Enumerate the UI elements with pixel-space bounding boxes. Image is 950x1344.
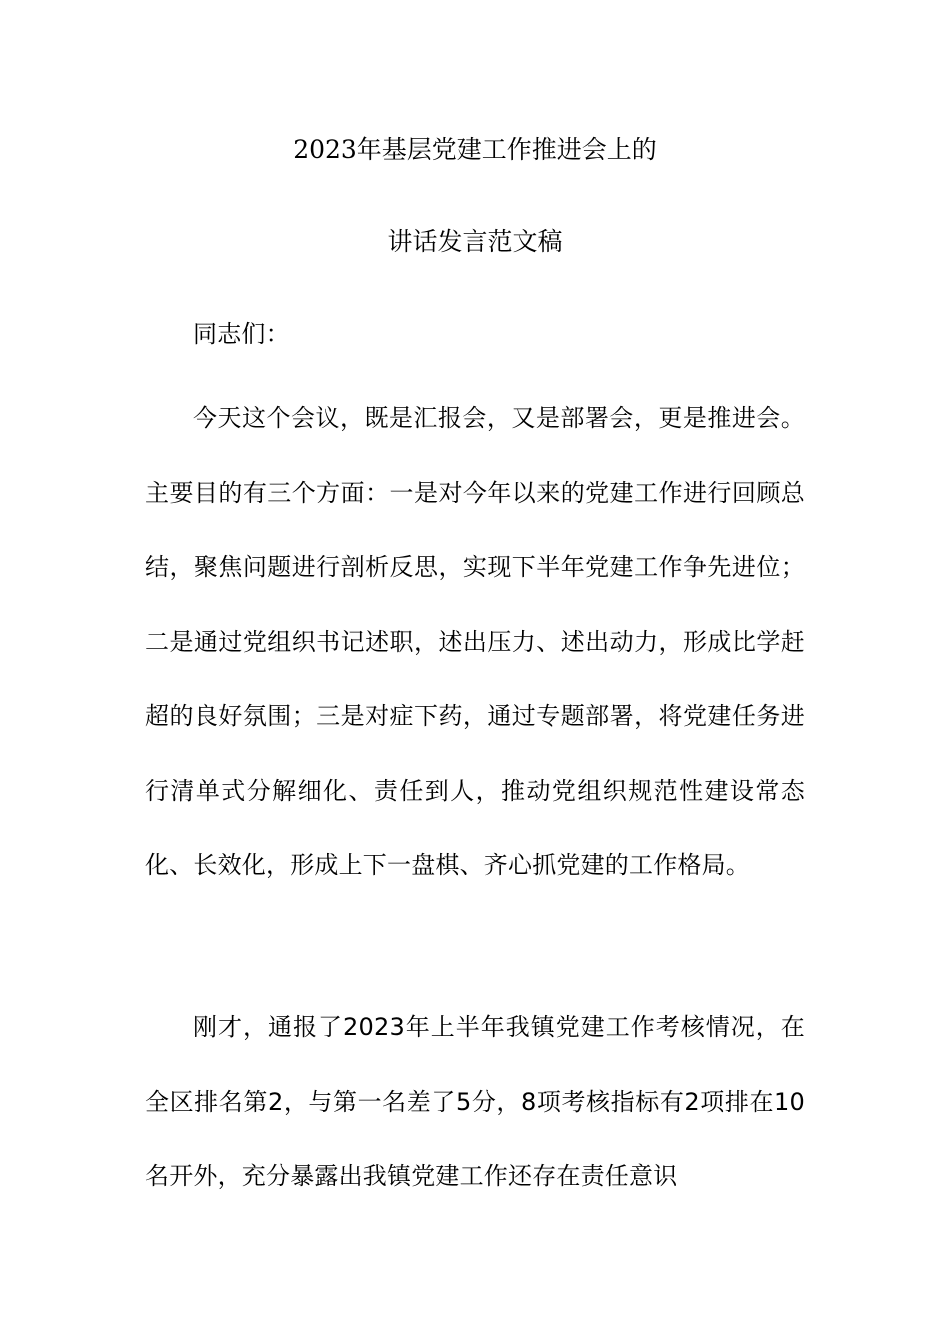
document-title-line-1: 2023年基层党建工作推进会上的: [293, 135, 657, 164]
greeting: 同志们：: [193, 320, 290, 348]
paragraph-1: 今天这个会议，既是汇报会，又是部署会，更是推进会。主要目的有三个方面：一是对今年以来的党建工作进行回顾总结，聚焦问题进行剖析反思，实现下半年党建工作争先进位；二是通过党组织书记述职，述出压力、述出动力，形成比学赶超的良好氛围；三是对症下药，通过专题部署，将党建任务进行清单式分解细化、责任到人，推动党组织规范性建设常态化、长效化，形成上下一盘棋、齐心抓党建的工作格局。: [145, 404, 805, 879]
document-title-line-2: 讲话发言范文稿: [387, 227, 563, 256]
paragraph-2: 刚才，通报了2023年上半年我镇党建工作考核情况，在全区排名第2，与第一名差了5分，8项考核指标有2项排在10名开外，充分暴露出我镇党建工作还存在责任意识: [145, 1013, 805, 1190]
